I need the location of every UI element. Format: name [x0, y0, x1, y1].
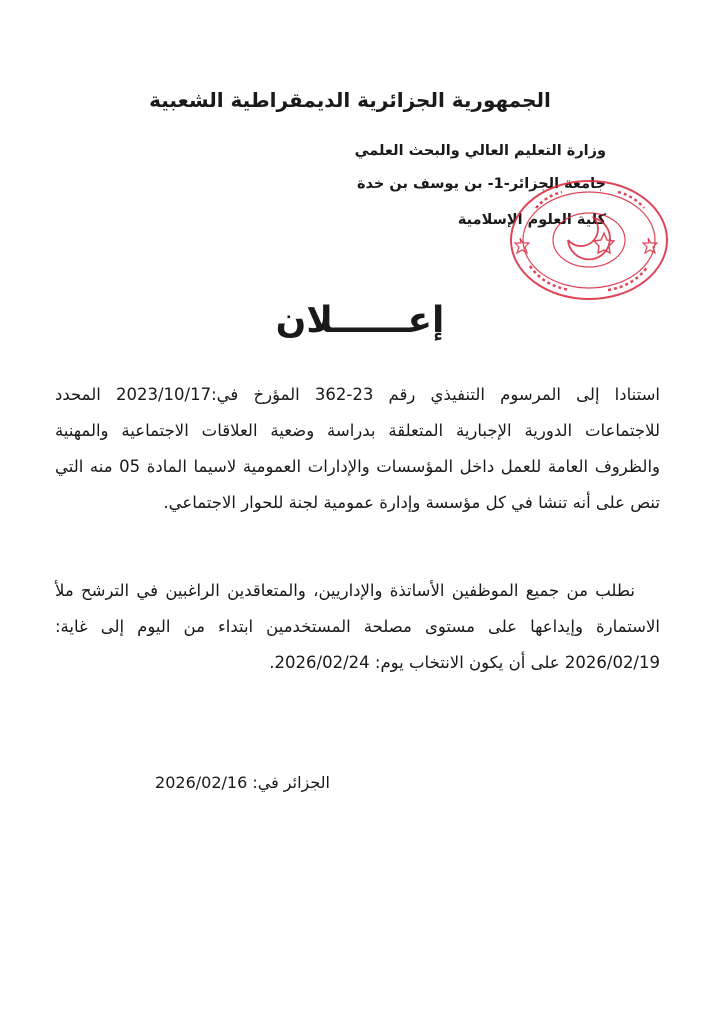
signoff-date: الجزائر في: 2026/02/16 [155, 773, 330, 792]
republic-heading: الجمهورية الجزائرية الديمقراطية الشعبية [149, 88, 551, 112]
ministry-line: وزارة التعليم العالي والبحث العلمي [354, 143, 606, 159]
body-paragraph-1: استنادا إلى المرسوم التنفيذي رقم 23-362 المؤرخ في:2023/10/17 المحدد للاجتماعات الدورية الإجبارية المتعلقة بدراسة وضعية العلاقات الاجتماعية والمهنية والظروف العامة للعمل داخل المؤسسات والإدارات العمومية لاسيما المادة 05 منه التي تنص على أنه تنشا في كل مؤسسة وإدارة عمومية لجنة للحوار الاجتماعي. [55, 385, 661, 512]
announcement-title: إعــــــلان [275, 300, 445, 341]
official-stamp [508, 178, 670, 302]
university-line: جامعة الجزائر-1- بن يوسف بن خدة [357, 176, 606, 192]
body-paragraph-2: نطلب من جميع الموظفين الأساتذة والإداريين، والمتعاقدين الراغبين في الترشح ملأ الاستمارة وإيداعها على مستوى مصلحة المستخدمين ابتداء من اليوم إلى غاية: 2026/02/19 على أن يكون الانتخاب يوم: 2026/02/24. [55, 581, 660, 672]
faculty-line: كلية العلوم الإسلامية [457, 212, 606, 228]
